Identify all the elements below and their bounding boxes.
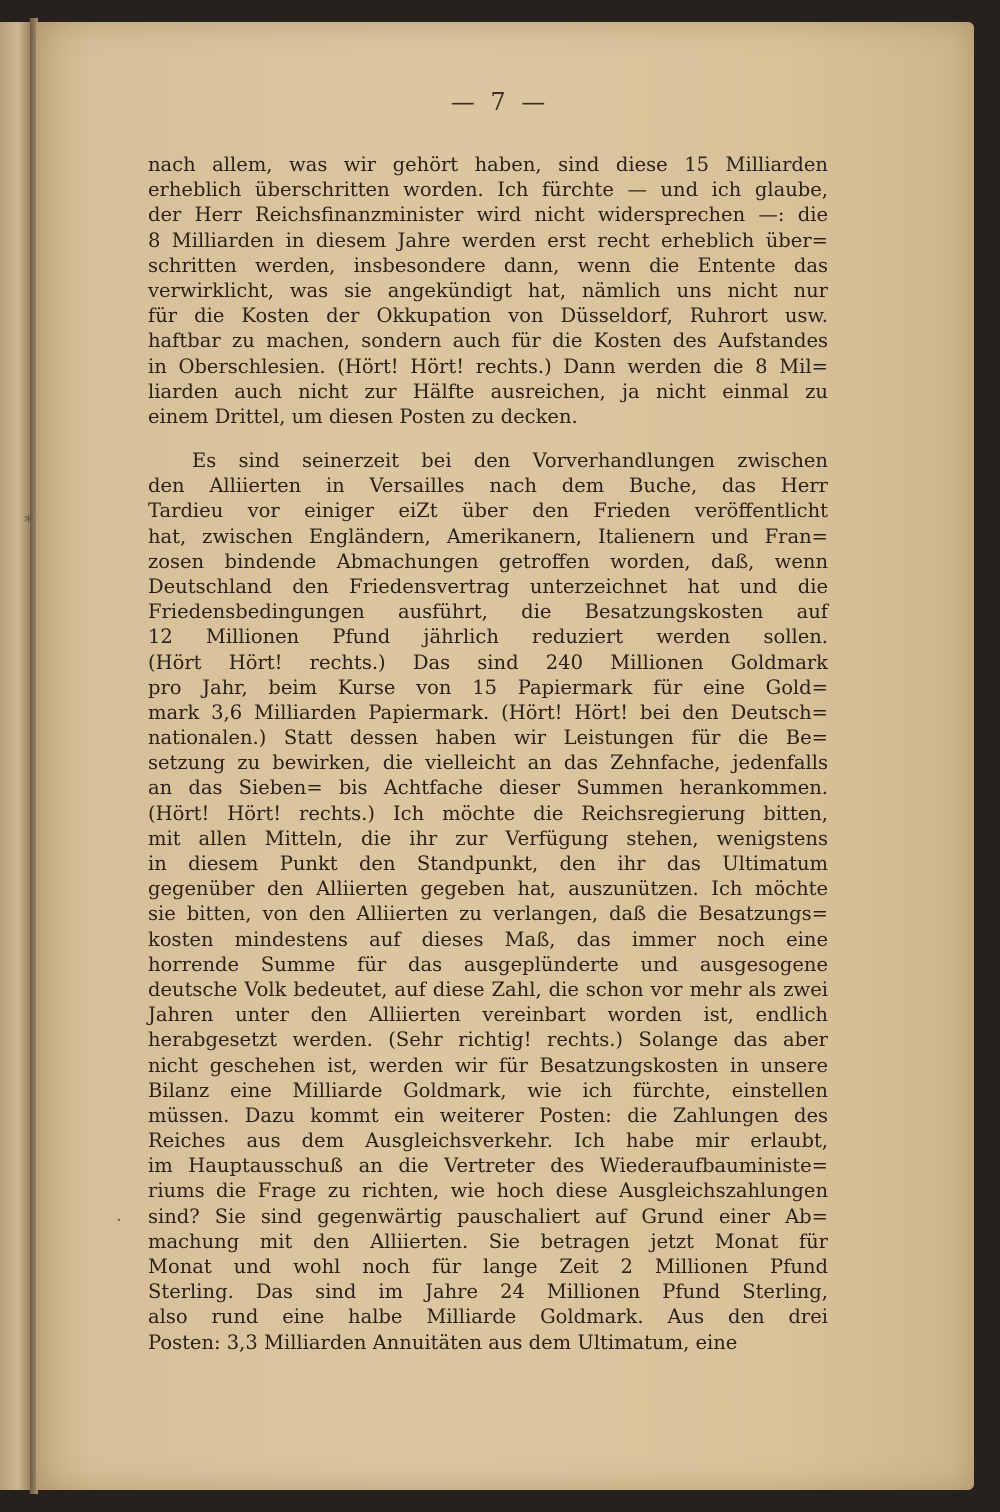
text-line: herabgesetzt werden. (Sehr richtig! rechts.) Solange das aber — [148, 1028, 828, 1052]
text-line: in Oberschlesien. (Hört! Hört! rechts.) Dann werden die 8 Mil= — [148, 354, 828, 378]
text-line: deutsche Volk bedeutet, auf diese Zahl, die schon vor mehr als zwei — [148, 977, 828, 1001]
text-line: hat, zwischen Engländern, Amerikanern, Italienern und Fran= — [148, 524, 828, 548]
text-line: Deutschland den Friedensvertrag unterzeichnet hat und die — [148, 574, 828, 598]
text-line: zosen bindende Abmachungen getroffen worden, daß, wenn — [148, 549, 828, 573]
text-line: 12 Millionen Pfund jährlich reduziert werden sollen. — [148, 625, 828, 649]
text-line: Bilanz eine Milliarde Goldmark, wie ich fürchte, einstellen — [148, 1078, 828, 1102]
text-line: Posten: 3,3 Milliarden Annuitäten aus dem Ultimatum, eine — [148, 1330, 738, 1354]
text-line: schritten werden, insbesondere dann, wenn die Entente das — [148, 253, 828, 277]
margin-mark-dot: · — [116, 1210, 122, 1231]
text-line: sind? Sie sind gegenwärtig pauschaliert auf Grund einer Ab= — [148, 1204, 828, 1228]
text-line: Monat und wohl noch für lange Zeit 2 Millionen Pfund — [148, 1255, 828, 1278]
text-line: für die Kosten der Okkupation von Düsseldorf, Ruhrort usw. — [148, 304, 828, 328]
page-number: — 7 — — [450, 88, 550, 116]
text-line: Sterling. Das sind im Jahre 24 Millionen Pfund Sterling, — [148, 1280, 828, 1304]
text-line: der Herr Reichsfinanzminister wird nicht widersprechen —: die — [148, 203, 828, 227]
text-line: riums die Frage zu richten, wie hoch diese Ausgleichszahlungen — [148, 1179, 828, 1203]
text-line: Jahren unter den Alliierten vereinbart worden ist, endlich — [148, 1003, 828, 1027]
text-line: (Hört! Hört! rechts.) Ich möchte die Reichsregierung bitten, — [148, 801, 828, 825]
margin-mark-asterisk: * — [24, 512, 33, 533]
library-stamp — [134, 1386, 148, 1436]
text-line: Es sind seinerzeit bei den Vorverhandlungen zwischen — [192, 449, 828, 472]
text-line: an das Sieben= bis Achtfache dieser Summen herankommen. — [148, 776, 828, 800]
text-line: mit allen Mitteln, die ihr zur Verfügung stehen, wenigstens — [148, 826, 828, 850]
text-line: müssen. Dazu kommt ein weiterer Posten: die Zahlungen des — [148, 1103, 828, 1127]
text-line: pro Jahr, beim Kurse von 15 Papiermark für eine Gold= — [148, 675, 828, 699]
text-line: machung mit den Alliierten. Sie betragen jetzt Monat für — [148, 1229, 828, 1253]
text-line: nationalen.) Statt dessen haben wir Leistungen für die Be= — [148, 726, 828, 750]
text-line: verwirklicht, was sie angekündigt hat, nämlich uns nicht nur — [148, 278, 828, 302]
text-line: einem Drittel, um diesen Posten zu decken. — [148, 404, 578, 428]
text-line: Tardieu vor einiger eiZt über den Frieden veröffentlicht — [148, 499, 828, 523]
text-line: (Hört Hört! rechts.) Das sind 240 Millionen Goldmark — [148, 650, 828, 674]
text-line: liarden auch nicht zur Hälfte ausreichen, ja nicht einmal zu — [148, 379, 828, 403]
paragraph-2 — [148, 448, 828, 1355]
previous-page-edge — [0, 22, 30, 1490]
text-line: Friedensbedingungen ausführt, die Besatzungskosten auf — [148, 600, 828, 624]
text-line: setzung zu bewirken, die vielleicht an das Zehnfache, jedenfalls — [148, 751, 828, 775]
text-line: horrende Summe für das ausgeplünderte und ausgesogene — [148, 952, 828, 976]
text-line: in diesem Punkt den Standpunkt, den ihr das Ultimatum — [148, 852, 828, 875]
text-line: im Hauptausschuß an die Vertreter des Wiederaufbauministe= — [148, 1154, 828, 1178]
text-line: gegenüber den Alliierten gegeben hat, auszunützen. Ich möchte — [148, 877, 828, 901]
paragraph-1 — [148, 152, 828, 429]
text-line: kosten mindestens auf dieses Maß, das immer noch eine — [148, 927, 828, 951]
text-line: 8 Milliarden in diesem Jahre werden erst recht erheblich über= — [148, 228, 828, 252]
text-line: erheblich überschritten worden. Ich fürchte — und ich glaube, — [148, 178, 828, 202]
text-line: sie bitten, von den Alliierten zu verlangen, daß die Besatzungs= — [148, 902, 828, 926]
text-line: nicht geschehen ist, werden wir für Besatzungskosten in unsere — [148, 1053, 828, 1077]
text-line: den Alliierten in Versailles nach dem Buche, das Herr — [148, 474, 828, 498]
text-line: Reiches aus dem Ausgleichsverkehr. Ich habe mir erlaubt, — [148, 1129, 828, 1153]
text-line: also rund eine halbe Milliarde Goldmark. Aus den drei — [148, 1305, 828, 1329]
text-line: nach allem, was wir gehört haben, sind diese 15 Milliarden — [148, 153, 828, 176]
text-line: haftbar zu machen, sondern auch für die Kosten des Aufstandes — [148, 329, 828, 353]
text-line: mark 3,6 Milliarden Papiermark. (Hört! Hört! bei den Deutsch= — [148, 700, 828, 724]
